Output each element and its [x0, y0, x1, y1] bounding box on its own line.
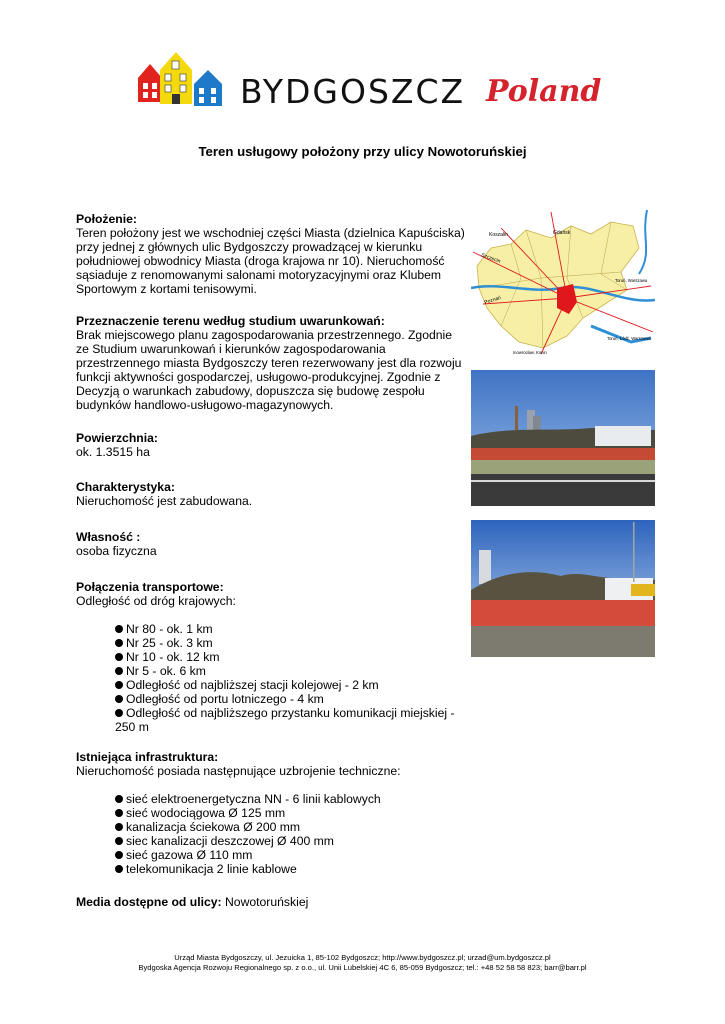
- list-item: Nr 25 - ok. 3 km: [96, 636, 471, 650]
- bullet-icon: [115, 709, 123, 717]
- location-map: [471, 208, 655, 358]
- ownership-text: osoba fizyczna: [76, 544, 157, 558]
- list-item: Nr 10 - ok. 12 km: [96, 650, 471, 664]
- ownership-heading: Własność :: [76, 530, 141, 544]
- footer-line-2: Bydgoska Agencja Rozwoju Regionalnego sp. z o.o., ul. Unii Lubelskiej 4C 6, 85-059 Bydgoszcz; tel.: +48 52 58 58 823; barr@barr.pl: [138, 963, 587, 972]
- list-item: siec kanalizacji deszczowej Ø 400 mm: [96, 834, 466, 848]
- bullet-icon: [115, 851, 123, 859]
- media-label: Media dostępne od ulicy:: [76, 895, 222, 909]
- area-heading: Powierzchnia:: [76, 431, 158, 445]
- media-section: [76, 895, 466, 909]
- map-label-poznan: Poznań: [483, 294, 502, 306]
- area-section: [76, 431, 456, 459]
- infrastructure-heading: Istniejąca infrastruktura:: [76, 750, 219, 764]
- bullet-icon: [115, 653, 123, 661]
- characteristics-text: Nieruchomość jest zabudowana.: [76, 494, 253, 508]
- list-item: sieć wodociągowa Ø 125 mm: [96, 806, 466, 820]
- infrastructure-section: [76, 750, 466, 876]
- bullet-icon: [115, 625, 123, 633]
- site-photo-2: [471, 520, 655, 657]
- site-photo-1: [471, 370, 655, 506]
- list-item: kanalizacja ściekowa Ø 200 mm: [96, 820, 466, 834]
- houses-logo-icon: [136, 48, 236, 118]
- map-label-szczecin: Szczecin: [480, 252, 502, 265]
- footer: [0, 953, 725, 973]
- list-item: sieć elektroenergetyczna NN - 6 linii kablowych: [96, 792, 466, 806]
- bullet-icon: [115, 667, 123, 675]
- map-label-torun: Toruń, Warszawa: [615, 278, 648, 283]
- transport-heading: Połączenia transportowe:: [76, 580, 224, 594]
- transport-section: [76, 580, 471, 734]
- list-item: telekomunikacja 2 linie kablowe: [96, 862, 466, 876]
- area-text: ok. 1.3515 ha: [76, 445, 150, 459]
- purpose-section: [76, 314, 466, 412]
- purpose-text: Brak miejscowego planu zagospodarowania przestrzennego. Zgodnie ze Studium uwarunkowań i kierunków zagospodarowania przestrzennego miasta Bydgoszczy teren rezerwowany jest dla rozwoju funkcji aktywności gospodarczej, usługowo-produkcyjnej. Zgodnie z Decyzją o warunkach zabudowy, dopuszcza się budowę zespołu budynków handlowo-usługowo-magazynowych.: [76, 328, 462, 412]
- list-item: Odległość od najbliższego przystanku komunikacji miejskiej - 250 m: [115, 706, 455, 734]
- media-value: Nowotoruńskiej: [224, 895, 309, 909]
- list-item: Nr 5 - ok. 6 km: [96, 664, 471, 678]
- list-item: Odległość od najbliższej stacji kolejowej - 2 km: [96, 678, 471, 692]
- bullet-icon: [115, 809, 123, 817]
- logo-country-name: Poland: [486, 74, 602, 109]
- bullet-icon: [115, 681, 123, 689]
- location-text: Teren położony jest we wschodniej części Miasta (dzielnica Kapuściska) przy jednej z głównych ulic Bydgoszczy prowadzącej w kierunku południowej obwodnicy Miasta (droga krajowa nr 10). Nieruchomość sąsiaduje z renomowanymi salonami motoryzacyjnymi oraz Klubem Sportowym z kortami tenisowymi.: [76, 226, 465, 296]
- logo-city-name: BYDGOSZCZ: [240, 72, 466, 111]
- purpose-heading: Przeznaczenie terenu według studium uwarunkowań:: [76, 314, 385, 328]
- location-heading: Położenie:: [76, 212, 137, 226]
- infrastructure-list: [76, 792, 466, 876]
- transport-intro: Odległość od dróg krajowych:: [76, 594, 236, 608]
- location-section: [76, 212, 466, 296]
- list-item: Nr 80 - ok. 1 km: [96, 622, 471, 636]
- bullet-icon: [115, 795, 123, 803]
- map-label-koszalin: Koszalin: [489, 232, 508, 238]
- map-label-inowroclaw: Inowrocław, Konin: [513, 350, 547, 355]
- map-label-gdansk: Gdańsk: [553, 230, 571, 236]
- bullet-icon: [115, 823, 123, 831]
- ownership-section: [76, 530, 456, 558]
- page-title: Teren usługowy położony przy ulicy Nowotoruńskiej: [198, 144, 527, 159]
- characteristics-heading: Charakterystyka:: [76, 480, 175, 494]
- characteristics-section: [76, 480, 456, 508]
- bullet-icon: [115, 865, 123, 873]
- infrastructure-intro: Nieruchomość posiada następnujące uzbrojenie techniczne:: [76, 764, 401, 778]
- footer-line-1: Urząd Miasta Bydgoszczy, ul. Jezuicka 1, 85-102 Bydgoszcz; http://www.bydgoszcz.pl; urzad@um.bydgoszcz.pl: [174, 953, 551, 962]
- bullet-icon: [115, 639, 123, 647]
- list-item: sieć gazowa Ø 110 mm: [96, 848, 466, 862]
- list-item: Odległość od portu lotniczego - 4 km: [96, 692, 471, 706]
- city-logo: [136, 48, 602, 118]
- transport-list: [76, 622, 471, 734]
- bullet-icon: [115, 695, 123, 703]
- map-label-torun-lodz: Toruń, Łódź, Warszawa: [607, 336, 651, 341]
- bullet-icon: [115, 837, 123, 845]
